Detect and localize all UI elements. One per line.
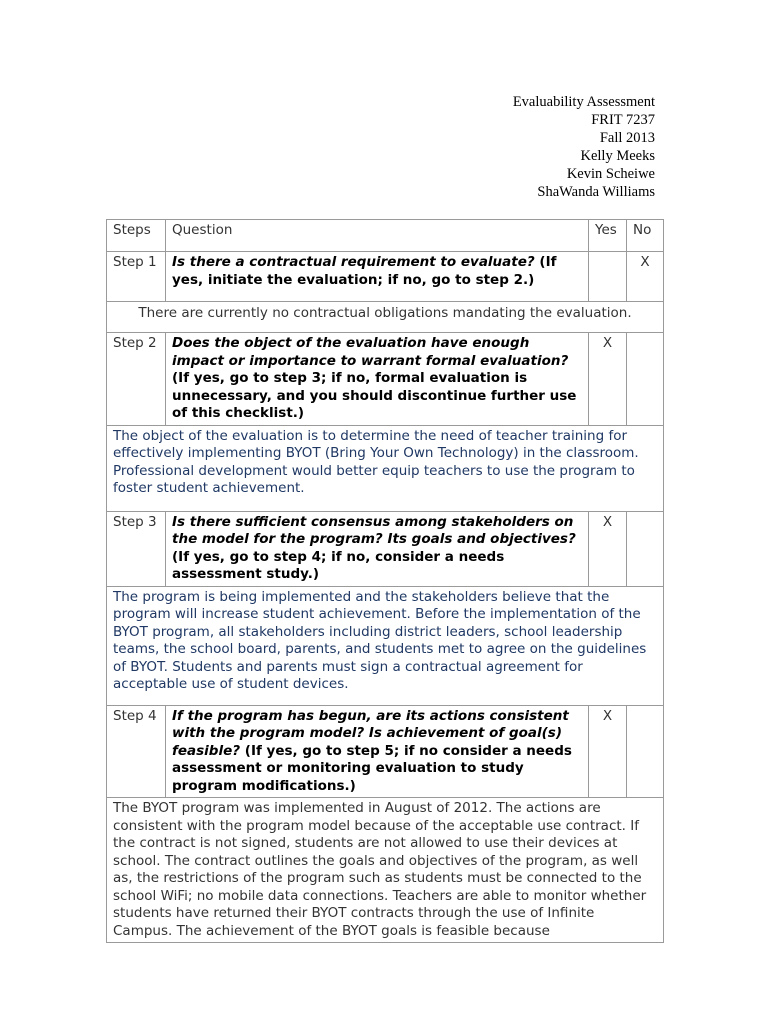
- step-question: [166, 705, 589, 798]
- question-italic: Does the object of the evaluation have enough impact or importance to warrant formal evaluation?: [172, 335, 569, 369]
- step-answer: The object of the evaluation is to determine the need of teacher training for effectively implementing BYOT (Bring Your Own Technology) in the classroom. Professional development would better equip teachers to use the program to foster student achievement.: [107, 425, 664, 511]
- question-instruction: (If yes, go to step 5; if no consider a needs assessment or monitoring evaluation to study program modifications.): [172, 742, 572, 794]
- header-title: Evaluability Assessment: [512, 94, 655, 110]
- no-mark: X: [627, 252, 664, 302]
- header-author-1: Kelly Meeks: [580, 148, 655, 164]
- step-label: Step 2: [107, 333, 166, 426]
- answer-row: [107, 586, 664, 705]
- answer-row: [107, 425, 664, 511]
- header-author-3: ShaWanda Williams: [537, 184, 655, 200]
- yes-mark: X: [589, 333, 627, 426]
- question-instruction: (If yes, initiate the evaluation; if no, go to step 2.): [172, 254, 557, 288]
- question-italic: If the program has begun, are its actions consistent with the program model? Is achievement of goal(s) feasible?: [172, 707, 569, 759]
- table-row: [107, 333, 664, 426]
- answer-row: [107, 302, 664, 333]
- question-italic: Is there a contractual requirement to evaluate?: [172, 254, 535, 270]
- table-row: [107, 705, 664, 798]
- step-label: Step 4: [107, 705, 166, 798]
- header-author-2: Kevin Scheiwe: [566, 166, 655, 182]
- step-answer: There are currently no contractual obligations mandating the evaluation.: [107, 302, 664, 333]
- step-question: [166, 252, 589, 302]
- evaluability-checklist-table: [106, 219, 664, 943]
- column-header-steps: Steps: [107, 220, 166, 252]
- step-label: Step 3: [107, 511, 166, 586]
- table-header-row: [107, 220, 664, 252]
- table-row: [107, 511, 664, 586]
- header-term: Fall 2013: [599, 130, 655, 146]
- column-header-yes: Yes: [589, 220, 627, 252]
- step-label: Step 1: [107, 252, 166, 302]
- answer-row: [107, 798, 664, 943]
- question-instruction: (If yes, go to step 4; if no, consider a needs assessment study.): [172, 548, 505, 582]
- no-mark: [627, 705, 664, 798]
- column-header-no: No: [627, 220, 664, 252]
- document-header: [513, 93, 655, 201]
- no-mark: [627, 511, 664, 586]
- column-header-question: Question: [166, 220, 589, 252]
- yes-mark: X: [589, 705, 627, 798]
- step-answer: The program is being implemented and the stakeholders believe that the program will increase student achievement. Before the implementation of the BYOT program, all stakeholders including district leaders, school leadership teams, the school board, parents, and students met to agree on the guidelines of BYOT. Students and parents must sign a contractual agreement for acceptable use of student devices.: [107, 586, 664, 705]
- question-instruction: (If yes, go to step 3; if no, formal evaluation is unnecessary, and you should discontinue further use of this checklist.): [172, 370, 577, 421]
- step-question: [166, 333, 589, 426]
- question-italic: Is there sufficient consensus among stakeholders on the model for the program? Its goals and objectives?: [172, 513, 576, 547]
- yes-mark: X: [589, 511, 627, 586]
- step-answer: The BYOT program was implemented in August of 2012. The actions are consistent with the program model because of the acceptable use contract. If the contract is not signed, students are not allowed to use their devices at school. The contract outlines the goals and objectives of the program, as well as, the restrictions of the program such as students must be connected to the school WiFi; no mobile data connections. Teachers are able to monitor whether students have returned their BYOT contracts through the use of Infinite Campus. The achievement of the BYOT goals is feasible because: [107, 798, 664, 943]
- no-mark: [627, 333, 664, 426]
- yes-mark: [589, 252, 627, 302]
- header-course: FRIT 7237: [591, 112, 655, 128]
- table-row: [107, 252, 664, 302]
- step-question: [166, 511, 589, 586]
